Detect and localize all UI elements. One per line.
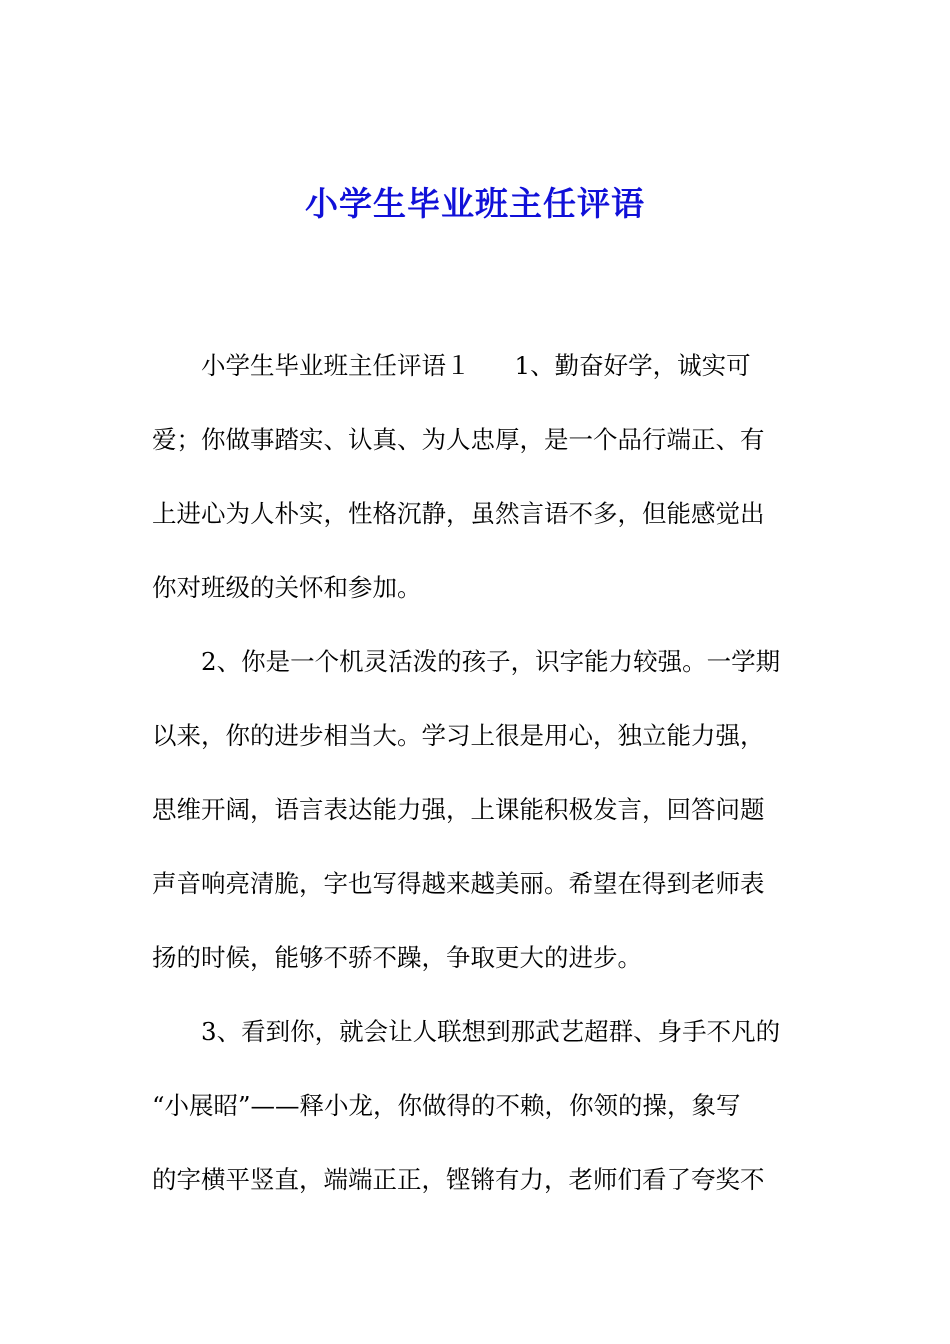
paragraph-line: 扬的时候，能够不骄不躁，争取更大的进步。 <box>152 943 642 972</box>
paragraph-line: “小展昭”——释小龙，你做得的不赖，你领的操，象写 <box>152 1091 741 1120</box>
paragraph-line: 上进心为人朴实，性格沉静，虽然言语不多，但能感觉出 <box>152 499 765 528</box>
paragraph-text: 1、勤奋好学，诚实可 <box>514 351 751 380</box>
section-heading: 小学生毕业班主任评语１ <box>201 351 471 380</box>
paragraph-line: 以来，你的进步相当大。学习上很是用心，独立能力强， <box>152 721 765 750</box>
paragraph-line: 3、看到你，就会让人联想到那武艺超群、身手不凡的 <box>201 1017 781 1046</box>
paragraph-line: 思维开阔，语言表达能力强，上课能积极发言，回答问题 <box>152 795 765 824</box>
document-body <box>152 329 802 1217</box>
paragraph-line: 的字横平竖直，端端正正，铿锵有力，老师们看了夸奖不 <box>152 1165 765 1194</box>
paragraph-line: 爱；你做事踏实、认真、为人忠厚，是一个品行端正、有 <box>152 425 765 454</box>
paragraph-line <box>152 329 802 403</box>
paragraph-line: 2、你是一个机灵活泼的孩子，识字能力较强。一学期 <box>201 647 781 676</box>
paragraph-line: 你对班级的关怀和参加。 <box>152 573 422 602</box>
paragraph-line: 声音响亮清脆，字也写得越来越美丽。希望在得到老师表 <box>152 869 765 898</box>
document-title: 小学生毕业班主任评语 <box>305 184 645 223</box>
